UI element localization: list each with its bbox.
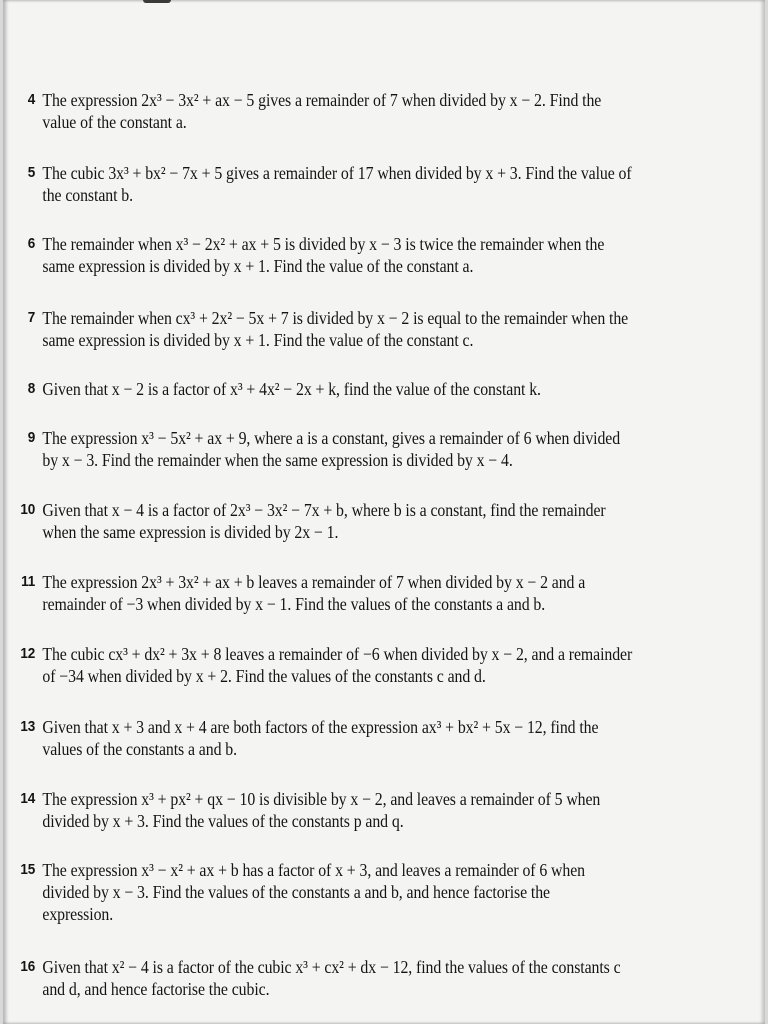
question-text: Given that x + 3 and x + 4 are both factors of the expression ax³ + bx² + 5x − 12, find the values of the constants a and b.: [42, 717, 599, 759]
question-number: 14: [20, 790, 36, 807]
question-text: The expression x³ − 5x² + ax + 9, where a is a constant, gives a remainder of 6 when divided by x − 3. Find the remainder when the same expression is divided by x − 4.: [42, 428, 621, 470]
question-12: [19, 643, 739, 687]
question-11: [19, 571, 739, 615]
question-8: [19, 378, 739, 400]
question-14: [19, 788, 739, 832]
question-number: 11: [21, 573, 36, 590]
question-16: [19, 956, 739, 1000]
question-4: [19, 89, 739, 133]
question-text: The expression x³ + px² + qx − 10 is divisible by x − 2, and leaves a remainder of 5 when divided by x + 3. Find the values of the constants p and q.: [42, 789, 601, 831]
question-number: 5: [27, 164, 36, 181]
question-number: 15: [20, 861, 36, 878]
question-text: The cubic 3x³ + bx² − 7x + 5 gives a remainder of 17 when divided by x + 3. Find the value of the constant b.: [42, 163, 632, 205]
question-text: Given that x − 2 is a factor of x³ + 4x² − 2x + k, find the value of the constant k.: [42, 379, 541, 399]
question-15: [19, 859, 739, 925]
question-number: 12: [20, 645, 36, 662]
question-6: [19, 233, 739, 277]
question-number: 9: [27, 429, 36, 446]
question-text: Given that x² − 4 is a factor of the cubic x³ + cx² + dx − 12, find the values of the constants c and d, and hence factorise the cubic.: [42, 957, 621, 999]
question-text: The expression x³ − x² + ax + b has a factor of x + 3, and leaves a remainder of 6 when divided by x − 3. Find the values of the constants a and b, and hence factorise the expression.: [42, 860, 585, 924]
question-number: 10: [20, 501, 36, 518]
question-text: The expression 2x³ − 3x² + ax − 5 gives a remainder of 7 when divided by x − 2. Find the value of the constant a.: [42, 90, 602, 132]
question-text: The expression 2x³ + 3x² + ax + b leaves a remainder of 7 when divided by x − 2 and a remainder of −3 when divided by x − 1. Find the values of the constants a and b.: [42, 572, 586, 614]
question-number: 4: [27, 91, 36, 108]
question-9: [19, 427, 739, 471]
question-text: The remainder when cx³ + 2x² − 5x + 7 is divided by x − 2 is equal to the remainder when the same expression is divided by x + 1. Find the value of the constant c.: [42, 308, 629, 350]
textbook-page: [3, 0, 765, 1024]
question-7: [19, 307, 739, 351]
question-number: 7: [27, 309, 36, 326]
question-number: 8: [27, 380, 36, 397]
question-number: 6: [27, 235, 36, 252]
question-number: 13: [20, 718, 36, 735]
question-5: [19, 162, 739, 206]
question-10: [19, 499, 739, 543]
question-text: The cubic cx³ + dx² + 3x + 8 leaves a remainder of −6 when divided by x − 2, and a remainder of −34 when divided by x + 2. Find the values of the constants c and d.: [42, 644, 633, 686]
question-text: Given that x − 4 is a factor of 2x³ − 3x² − 7x + b, where b is a constant, find the remainder when the same expression is divided by 2x − 1.: [42, 500, 606, 542]
question-number: 16: [20, 958, 36, 975]
page-edge-mark: [143, 0, 171, 3]
question-13: [19, 716, 739, 760]
question-text: The remainder when x³ − 2x² + ax + 5 is divided by x − 3 is twice the remainder when the same expression is divided by x + 1. Find the value of the constant a.: [42, 234, 605, 276]
